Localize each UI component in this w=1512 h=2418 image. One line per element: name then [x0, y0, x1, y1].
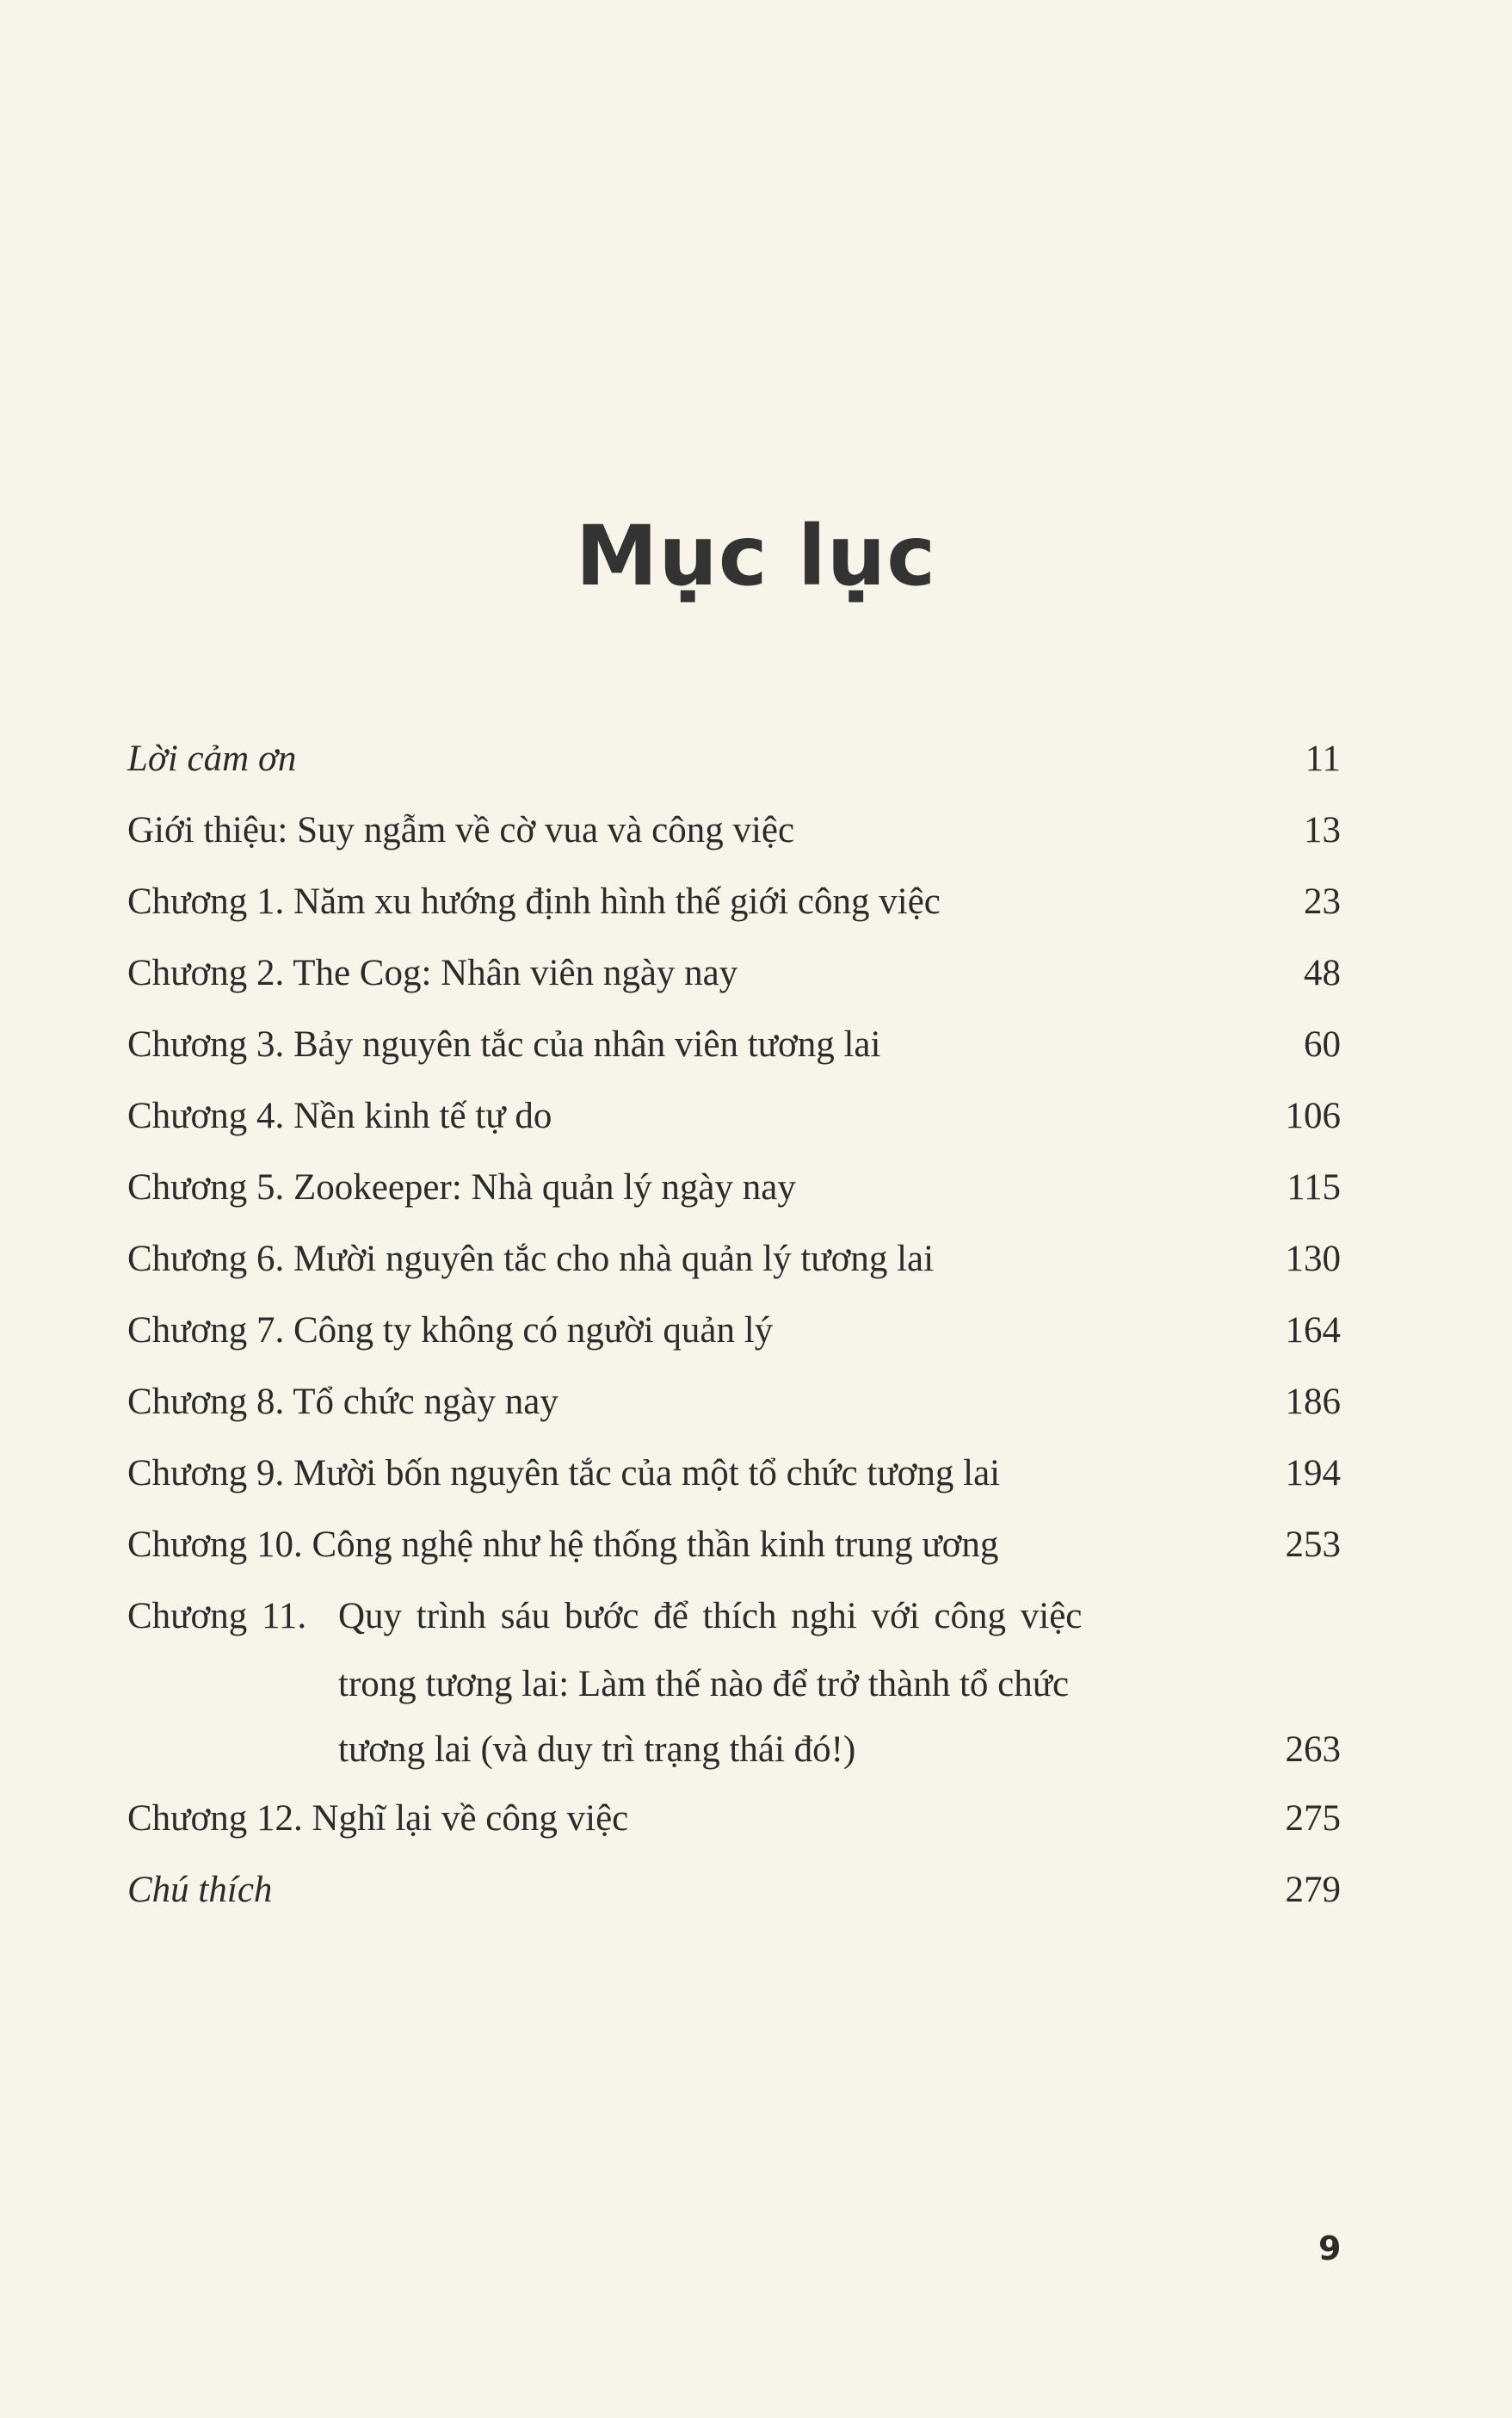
toc-entry-page: 11 [1305, 739, 1341, 779]
toc-entry-title: Chương 1. Năm xu hướng định hình thế giới công việc [127, 881, 941, 922]
toc-entry [127, 1295, 1341, 1366]
toc-entry-page: 279 [1285, 1870, 1341, 1910]
toc-entry-page: 186 [1285, 1382, 1341, 1422]
toc-entry-line [127, 1717, 1341, 1783]
toc-entry-title-continued: trong tương lai: Làm thế nào để trở thành tổ chức [338, 1664, 1070, 1704]
toc-entry-page: 130 [1285, 1239, 1341, 1279]
toc-entry-title: Chương 12. Nghĩ lại về công việc [127, 1798, 629, 1839]
toc-entry-prefix: Chương 11. [127, 1596, 307, 1636]
toc-entry-title: Chương 7. Công ty không có người quản lý [127, 1310, 774, 1351]
toc-entry [127, 795, 1341, 866]
toc-entry-line [127, 1580, 1341, 1652]
toc-entry-title: Chương 9. Mười bốn nguyên tắc của một tổ chức tương lai [127, 1453, 1001, 1493]
toc-entry-title: Chương 8. Tổ chức ngày nay [127, 1382, 559, 1422]
toc-entry-page: 60 [1304, 1024, 1341, 1065]
toc-entry [127, 1009, 1341, 1080]
toc-entry-page: 23 [1304, 881, 1341, 922]
toc-entry [127, 937, 1341, 1009]
table-of-contents [127, 723, 1341, 1926]
toc-entry-title: Chương 2. The Cog: Nhân viên ngày nay [127, 953, 738, 993]
toc-entry [127, 1080, 1341, 1152]
toc-entry-page: 48 [1304, 953, 1341, 993]
toc-entry [127, 866, 1341, 937]
toc-entry-title: Giới thiệu: Suy ngẫm về cờ vua và công việc [127, 810, 795, 850]
toc-entry-page: 164 [1285, 1310, 1341, 1351]
toc-entry-title: Chương 4. Nền kinh tế tự do [127, 1096, 552, 1136]
toc-entry-title: Chú thích [127, 1870, 273, 1910]
toc-entry-multiline [127, 1580, 1341, 1783]
toc-entry [127, 1223, 1341, 1295]
toc-entry-title-continued: tương lai (và duy trì trạng thái đó!) [338, 1729, 856, 1770]
toc-entry-page: 194 [1285, 1453, 1341, 1493]
toc-entry-page: 275 [1285, 1798, 1341, 1839]
toc-entry-title: Chương 6. Mười nguyên tắc cho nhà quản lý tương lai [127, 1239, 935, 1279]
toc-entry [127, 1438, 1341, 1509]
page-number: 9 [1318, 2229, 1342, 2267]
toc-entry [127, 1509, 1341, 1580]
toc-entry [127, 1783, 1341, 1854]
toc-entry-page: 115 [1287, 1167, 1341, 1208]
toc-entry [127, 1854, 1341, 1926]
toc-entry [127, 723, 1341, 795]
toc-entry-title: Chương 10. Công nghệ như hệ thống thần kinh trung ương [127, 1524, 999, 1565]
page-title: Mục lục [575, 508, 937, 604]
toc-entry [127, 1152, 1341, 1223]
toc-entry-page: 13 [1304, 810, 1341, 850]
toc-entry-title: Quy trình sáu bước để thích nghi với công việc [338, 1596, 1083, 1636]
toc-entry [127, 1366, 1341, 1438]
toc-entry-page: 253 [1285, 1524, 1341, 1565]
toc-entry-page: 263 [1285, 1729, 1341, 1770]
toc-entry-line [127, 1652, 1341, 1717]
toc-entry-page: 106 [1285, 1096, 1341, 1136]
toc-entry-title: Lời cảm ơn [127, 739, 297, 779]
toc-entry-title: Chương 5. Zookeeper: Nhà quản lý ngày nay [127, 1167, 796, 1208]
toc-entry-title: Chương 3. Bảy nguyên tắc của nhân viên tương lai [127, 1024, 881, 1065]
